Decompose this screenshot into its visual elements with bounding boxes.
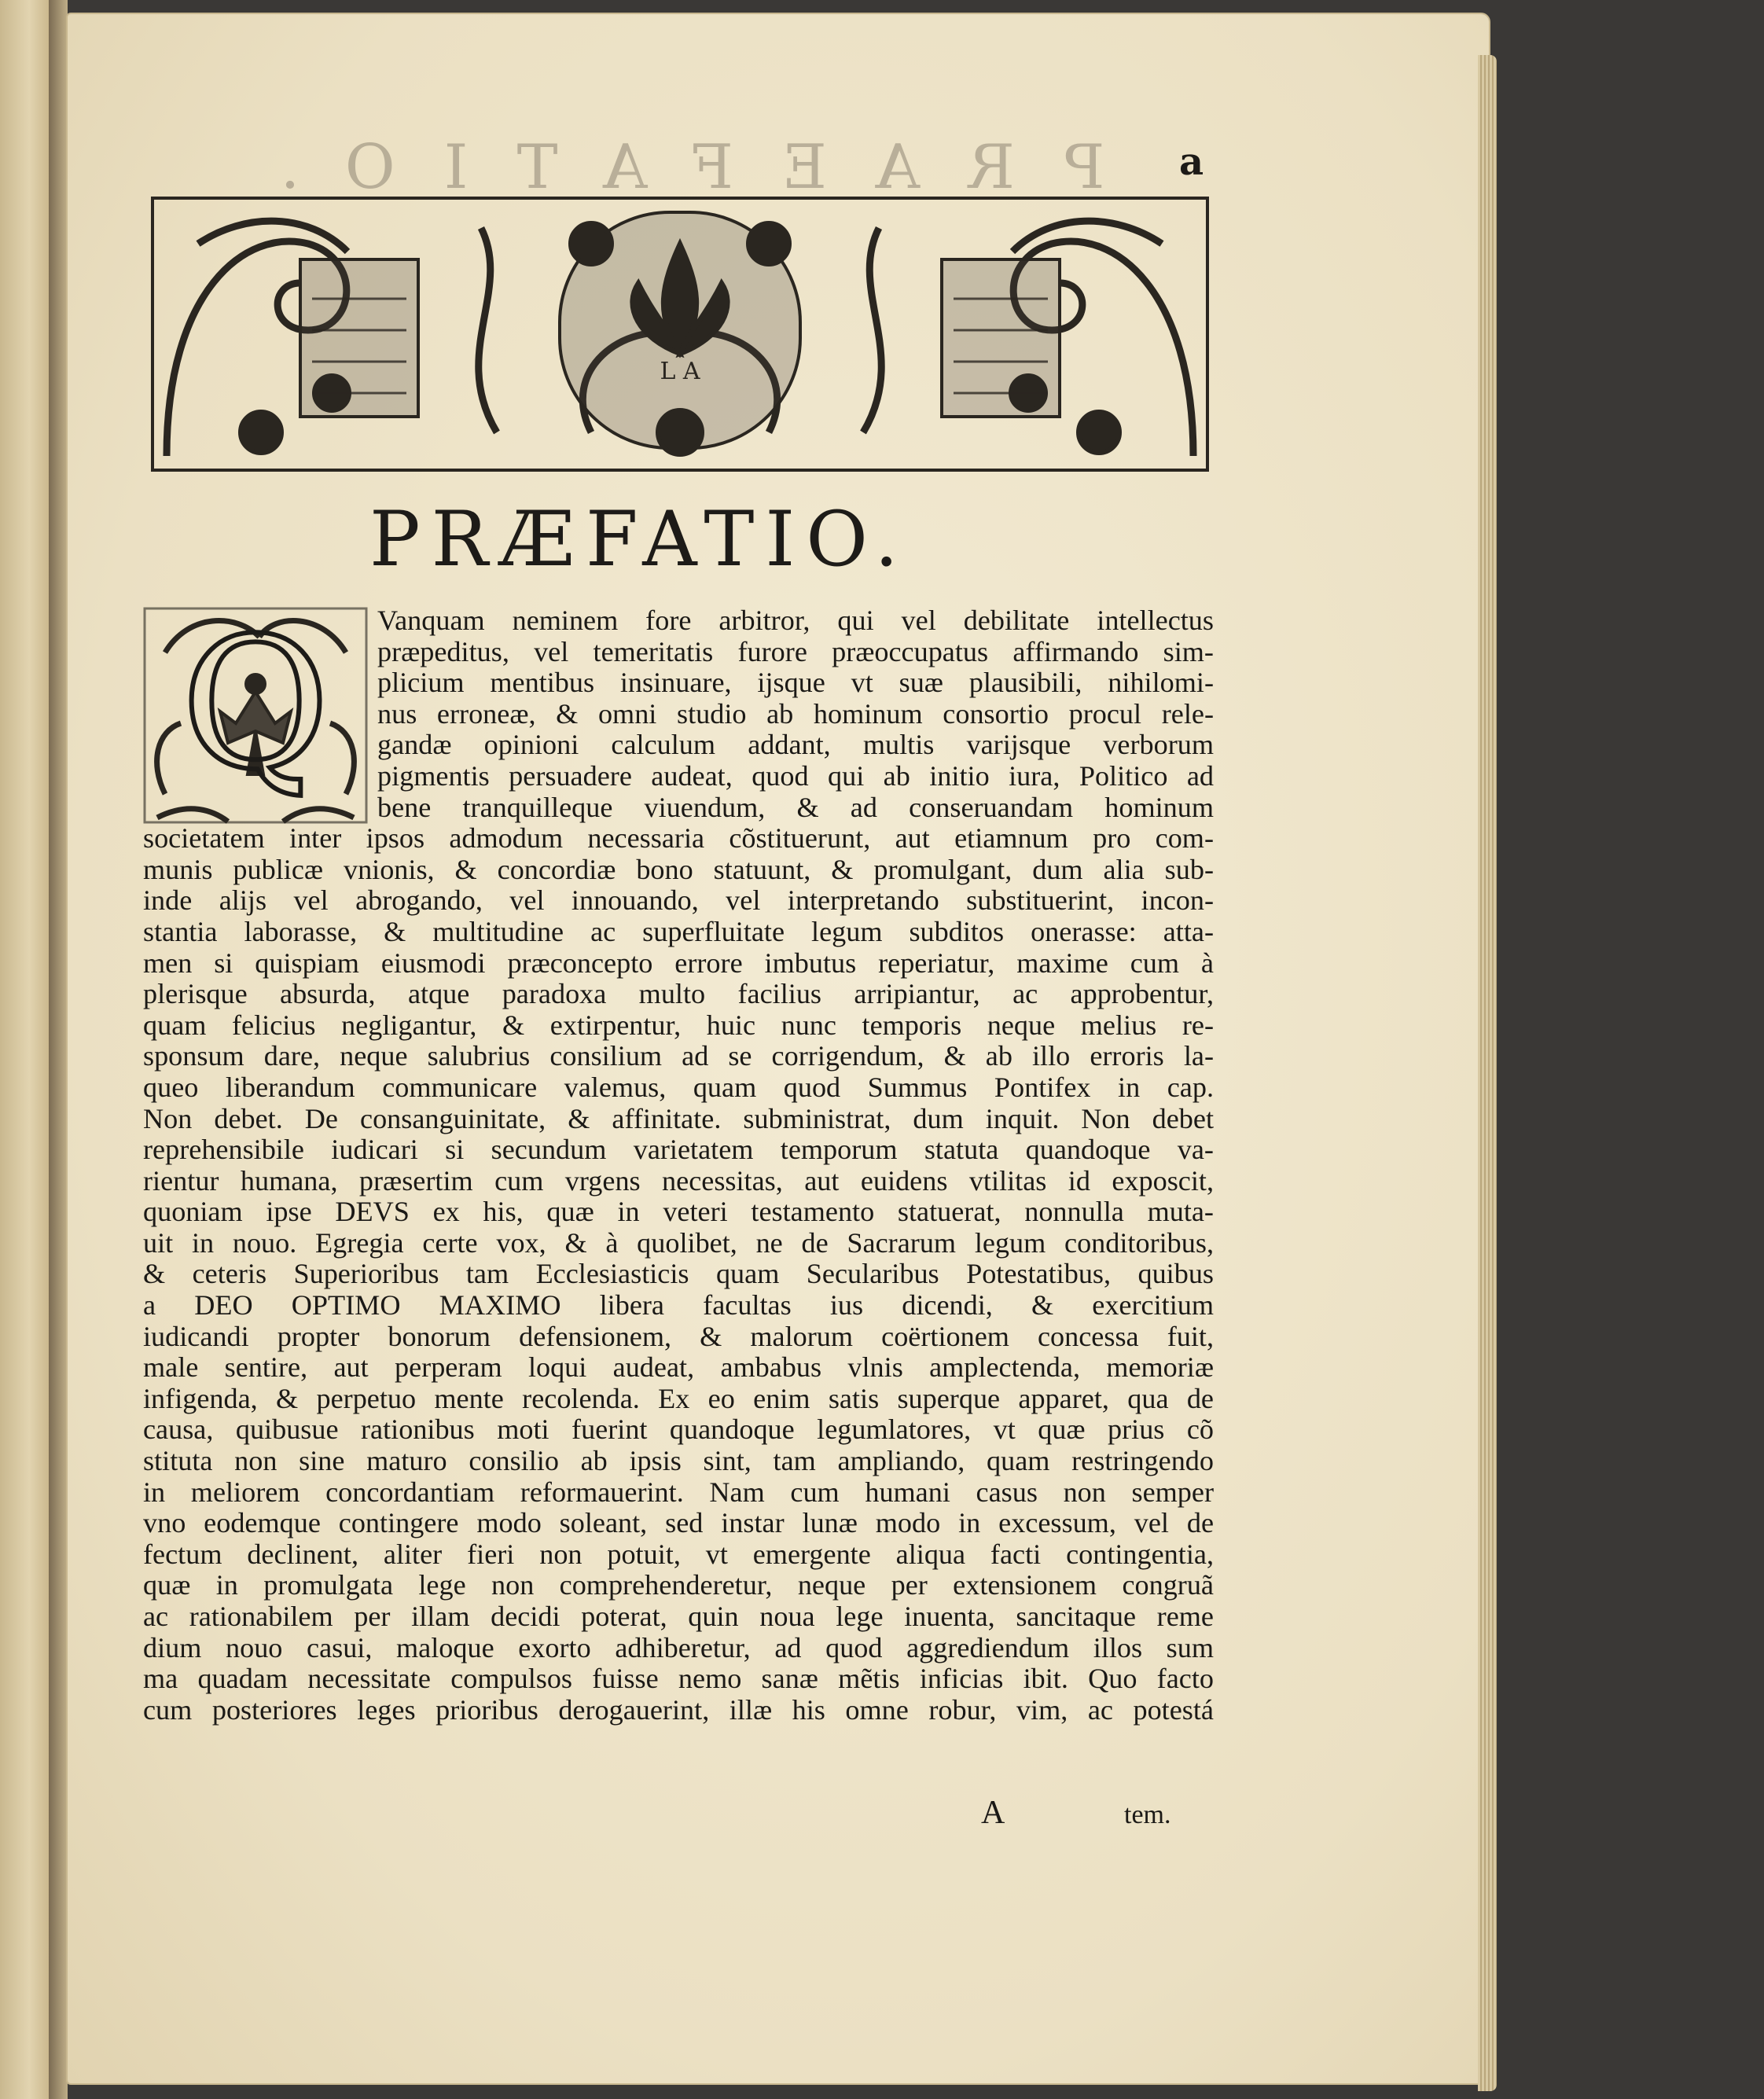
text-line: quæ in promulgata lege non comprehenderetur, neque per extensionem congruã <box>143 1570 1214 1601</box>
text-line: uit in nouo. Egregia certe vox, & à quolibet, ne de Sacrarum legum conditoribus, <box>143 1227 1214 1259</box>
text-line: iudicandi propter bonorum defensionem, & malorum coërtionem concessa fuit, <box>143 1321 1214 1352</box>
text-line: gandæ opinioni calculum addant, multis varijsque verborum <box>377 730 1214 761</box>
body-text <box>143 605 1214 1832</box>
text-line: dium nouo casui, maloque exorto adhiberetur, ad quod aggrediendum illos sum <box>143 1632 1214 1663</box>
text-line: queo liberandum communicare valemus, quam quod Summus Pontifex in cap. <box>143 1072 1214 1103</box>
headpiece-initials: L A <box>660 358 700 385</box>
text-line: a DEO OPTIMO MAXIMO libera facultas ius dicendi, & exercitium <box>143 1290 1214 1322</box>
text-line: men si quispiam eiusmodi præconcepto errore imbutus reperiatur, maxime cum à <box>143 947 1214 979</box>
text-line: cum posteriores leges prioribus derogauerint, illæ his omne robur, vim, ac potestá <box>143 1694 1214 1726</box>
text-line: præpeditus, vel temeritatis furore præoccupatus affirmando sim- <box>377 636 1214 667</box>
text-line: sponsum dare, neque salubrius consilium ad se corrigendum, & ab illo erroris la- <box>143 1041 1214 1072</box>
text-line: causa, quibusue rationibus moti fuerint quandoque legumlatores, vt quæ prius cõ <box>143 1414 1214 1446</box>
folio-mark: a <box>1179 140 1204 184</box>
page-title: PRÆFATIO. <box>369 495 910 583</box>
text-line: Non debet. De consanguinitate, & affinitate. subministrat, dum inquit. Non debet <box>143 1103 1214 1134</box>
book-gutter <box>49 0 68 2099</box>
text-line: & ceteris Superioribus tam Ecclesiasticis quam Secularibus Potestatibus, quibus <box>143 1259 1214 1290</box>
text-line: Vanquam neminem fore arbitror, qui vel debilitate intellectus <box>377 605 1214 636</box>
text-line: infigenda, & perpetuo mente recolenda. Ex eo enim satis superque apparet, qua de <box>143 1383 1214 1414</box>
text-line: stantia laborasse, & multitudine ac superfluitate legum subditos onerasse: attа- <box>143 916 1214 947</box>
text-line: plerisque absurda, atque paradoxa multo facilius arripiantur, ac approbentur, <box>143 979 1214 1010</box>
text-line: fectum declinent, aliter fieri non potuit, vt emergente aliqua facti contingentia, <box>143 1538 1214 1570</box>
text-line: stituta non sine maturo consilio ab ipsis sint, tam ampliando, quam restringendo <box>143 1446 1214 1477</box>
text-line: reprehensibile iudicari si secundum varietatem temporum statuta quandoque va- <box>143 1134 1214 1166</box>
text-line: inde alijs vel abrogando, vel innouando, vel interpretando substituerint, incon- <box>143 885 1214 917</box>
text-line: munis publicæ vnionis, & concordiæ bono statuunt, & promulgant, dum alia sub- <box>143 854 1214 885</box>
text-line: male sentire, aut perperam loqui audeat, ambabus vlnis amplectenda, memoriæ <box>143 1352 1214 1384</box>
ornamental-headpiece <box>151 197 1209 472</box>
text-line: ac rationabilem per illam decidi poterat, quin noua lege inuenta, sancitaque reme <box>143 1601 1214 1632</box>
text-line: bene tranquilleque viuendum, & ad conseruandam hominum <box>377 792 1214 823</box>
text-line: rientur humana, præsertim cum vrgens necessitas, aut euidens vtilitas id exposcit, <box>143 1165 1214 1197</box>
drop-cap-letter: Q <box>181 605 330 810</box>
catchword: tem. <box>1124 1800 1171 1829</box>
text-line: ma quadam necessitate compulsos fuisse nemo sanæ mẽtis inficias ibit. Quo facto <box>143 1663 1214 1695</box>
text-line: plicium mentibus insinuare, ijsque vt suæ plausibili, nihilomi- <box>377 667 1214 699</box>
text-line: vno eodemque contingere modo soleant, sed instar lunæ modo in excessum, vel de <box>143 1508 1214 1539</box>
text-line: nus erroneæ, & omni studio ab hominum consortio procul rele- <box>377 698 1214 730</box>
left-page-edge <box>0 0 51 2099</box>
page-fore-edge <box>1478 55 1497 2091</box>
bleed-through-running-head: PRAEFATIO. <box>231 132 1105 203</box>
signature-mark: A <box>981 1795 1005 1831</box>
text-line: quam felicius negligantur, & extirpentur, huic nunc temporis neque melius re- <box>143 1009 1214 1041</box>
text-line: societatem inter ipsos admodum necessaria cõstituerunt, aut etiamnum pro com- <box>143 823 1214 855</box>
text-line: pigmentis persuadere audeat, quod qui ab initio iura, Politico ad <box>377 760 1214 792</box>
text-line: quoniam ipse DEVS ex his, quæ in veteri testamento statuerat, nonnulla muta- <box>143 1197 1214 1228</box>
text-line: in meliorem concordantiam reformauerint. Nam cum humani casus non semper <box>143 1476 1214 1508</box>
